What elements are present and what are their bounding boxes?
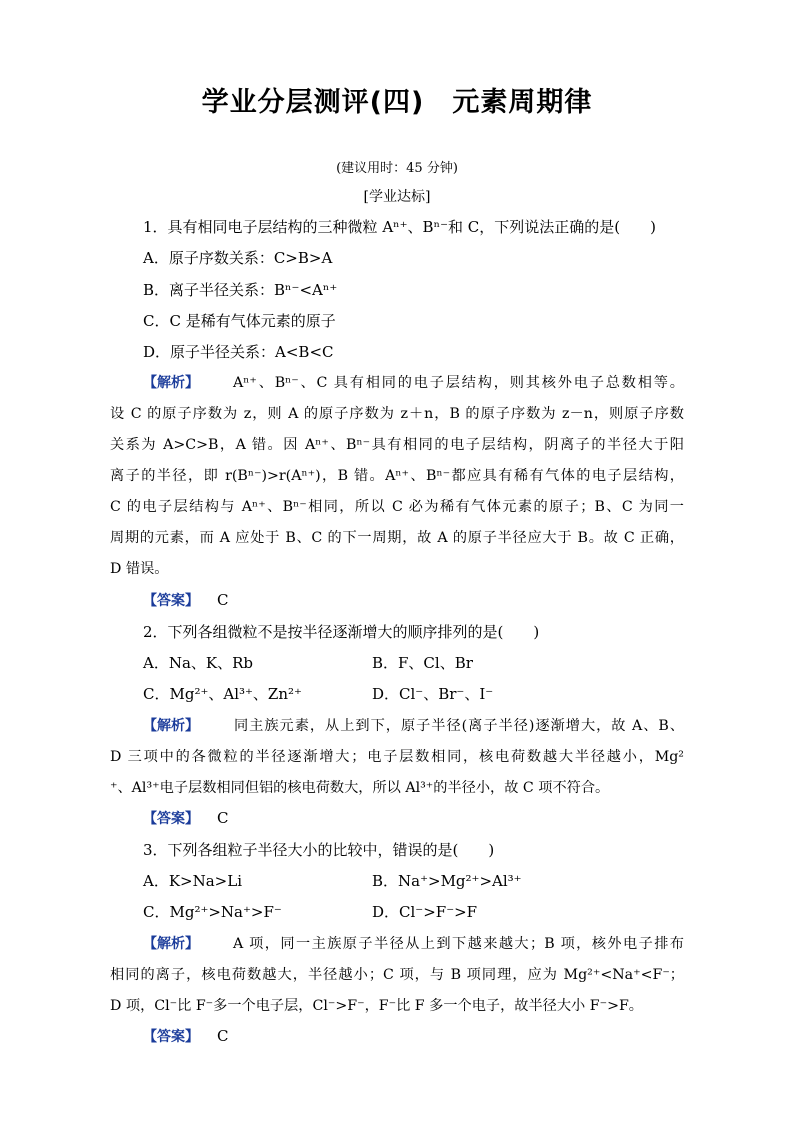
q2-option-a: A．Na、K、Rb [143, 654, 254, 672]
analysis-label: 【解析】 [143, 375, 199, 391]
q2-option-b: B．F、Cl、Br [372, 654, 473, 672]
q1-analysis-line: 设 C 的原子序数为 z，则 A 的原子序数为 z＋n，B 的原子序数为 z－n，则原子序数 [110, 406, 684, 422]
analysis-label: 【解析】 [143, 936, 199, 952]
q1-option-b: B．离子半径关系：Bⁿ⁻<Aⁿ⁺ [143, 281, 338, 299]
q1-analysis-line: 离子的半径，即 r(Bⁿ⁻)>r(Aⁿ⁺)，B 错。Aⁿ⁺、Bⁿ⁻都应具有稀有气体的电子层结构， [110, 468, 684, 484]
q1-analysis-line: 【解析】 Aⁿ⁺、Bⁿ⁻、C 具有相同的电子层结构，则其核外电子总数相等。 [143, 372, 684, 392]
q2-analysis-line: D 三项中的各微粒的半径逐渐增大；电子层数相同，核电荷数越大半径越小，Mg² [110, 749, 684, 765]
q3-option-c: C．Mg²⁺>Na⁺>F⁻ [143, 903, 282, 921]
q1-analysis-line: D 错误。 [110, 561, 169, 577]
q2-analysis-line: 【解析】 同主族元素，从上到下，原子半径(离子半径)逐渐增大，故 A、B、 [143, 715, 684, 735]
answer-value: C [217, 809, 229, 827]
answer-label: 【答案】 [143, 811, 199, 827]
question-3-stem: 3．下列各组粒子半径大小的比较中，错误的是( ) [143, 841, 495, 859]
answer-label: 【答案】 [143, 593, 199, 609]
q3-option-d: D．Cl⁻>F⁻>F [372, 903, 478, 921]
question-1-stem: 1．具有相同电子层结构的三种微粒 Aⁿ⁺、Bⁿ⁻和 C，下列说法正确的是( ) [143, 218, 656, 236]
section-heading: [学业达标] [363, 189, 431, 205]
q1-analysis-line: 周期的元素，而 A 应处于 B、C 的下一周期，故 A 的原子半径应大于 B。故 C 正确， [110, 530, 684, 546]
q3-option-a: A．K>Na>Li [143, 872, 243, 890]
q1-option-c: C．C 是稀有气体元素的原子 [143, 312, 336, 330]
analysis-label: 【解析】 [143, 718, 199, 734]
time-note: (建议用时：45 分钟) [336, 161, 458, 176]
q3-option-b: B．Na⁺>Mg²⁺>Al³⁺ [372, 872, 522, 890]
q3-analysis-line: 【解析】 A 项，同一主族原子半径从上到下越来越大；B 项，核外电子排布 [143, 933, 684, 953]
q1-answer [143, 590, 228, 610]
answer-value: C [217, 591, 229, 609]
q1-analysis-line: 关系为 A>C>B，A 错。因 Aⁿ⁺、Bⁿ⁻具有相同的电子层结构，阴离子的半径大于阳 [110, 437, 684, 453]
q3-analysis-line: 相同的离子，核电荷数越大，半径越小；C 项，与 B 项同理，应为 Mg²⁺<Na⁺<F⁻； [110, 967, 684, 983]
q3-answer [143, 1026, 228, 1046]
q2-analysis-line: ⁺、Al³⁺电子层数相同但铝的核电荷数大，所以 Al³⁺的半径小，故 C 项不符合。 [110, 780, 610, 796]
page-title: 学业分层测评(四) 元素周期律 [201, 87, 593, 118]
q1-analysis-line: C 的电子层结构与 Aⁿ⁺、Bⁿ⁻相同，所以 C 必为稀有气体元素的原子；B、C 为同一 [110, 499, 684, 515]
q2-option-d: D．Cl⁻、Br⁻、I⁻ [372, 685, 494, 703]
q3-analysis-line: D 项，Cl⁻比 F⁻多一个电子层，Cl⁻>F⁻，F⁻比 F 多一个电子，故半径大小 F⁻>F。 [110, 998, 643, 1014]
answer-value: C [217, 1027, 229, 1045]
q1-option-d: D．原子半径关系：A<B<C [143, 343, 334, 361]
answer-label: 【答案】 [143, 1029, 199, 1045]
q1-option-a: A．原子序数关系：C>B>A [143, 249, 333, 267]
q2-answer [143, 808, 228, 828]
q2-option-c: C．Mg²⁺、Al³⁺、Zn²⁺ [143, 685, 302, 703]
question-2-stem: 2．下列各组微粒不是按半径逐渐增大的顺序排列的是( ) [143, 623, 540, 641]
